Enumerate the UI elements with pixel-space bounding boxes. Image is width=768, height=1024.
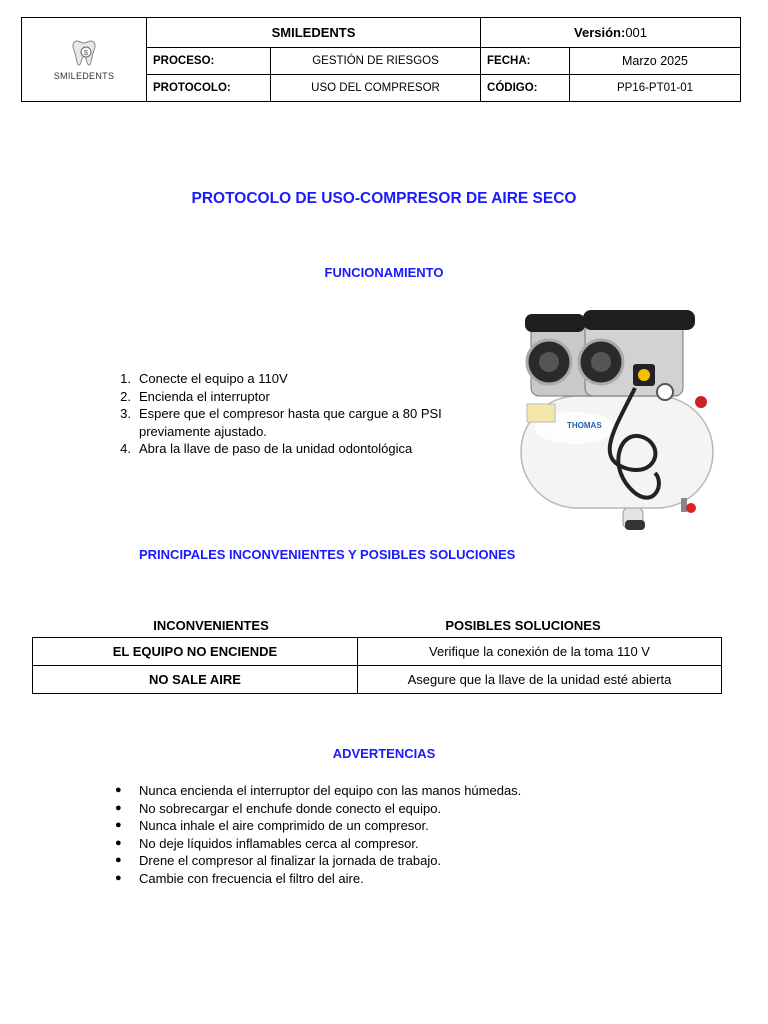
- problem-cell: NO SALE AIRE: [33, 666, 358, 694]
- warning-text: Cambie con frecuencia el filtro del aire.: [139, 870, 364, 886]
- issues-table: [32, 637, 722, 694]
- list-item: [113, 782, 673, 800]
- proceso-label: PROCESO:: [147, 48, 271, 75]
- svg-text:$: $: [84, 50, 88, 57]
- logo-cell: [22, 18, 147, 102]
- solution-cell: Verifique la conexión de la toma 110 V: [358, 638, 722, 666]
- fecha-label: FECHA:: [481, 48, 570, 75]
- list-item: [113, 370, 493, 388]
- list-item: [113, 870, 673, 888]
- bullet-icon: ●: [115, 836, 122, 849]
- step-text: Conecte el equipo a 110V: [139, 371, 288, 386]
- brand-label: THOMAS: [567, 421, 602, 430]
- air-compressor-image: [515, 308, 720, 533]
- protocolo-value: USO DEL COMPRESOR: [271, 75, 481, 102]
- version-cell: [481, 18, 741, 48]
- inconvenientes-heading: PRINCIPALES INCONVENIENTES Y POSIBLES SOLUCIONES: [139, 547, 516, 562]
- company-logo: [26, 38, 142, 81]
- table-row: [33, 666, 722, 694]
- steps-list: [113, 370, 493, 458]
- bullet-icon: ●: [115, 801, 122, 814]
- warning-text: Nunca encienda el interruptor del equipo con las manos húmedas.: [139, 783, 522, 798]
- list-item: [113, 405, 493, 440]
- step-text: Abra la llave de paso de la unidad odontológica: [139, 441, 413, 456]
- step-number: 4.: [120, 441, 131, 456]
- list-item: [113, 852, 673, 870]
- solution-cell: Asegure que la llave de la unidad esté abierta: [358, 666, 722, 694]
- warnings-list: [113, 782, 673, 888]
- company-name: SMILEDENTS: [147, 18, 481, 48]
- bullet-icon: ●: [115, 871, 122, 884]
- step-number: 3.: [120, 406, 131, 421]
- codigo-label: CÓDIGO:: [481, 75, 570, 102]
- bullet-icon: ●: [115, 854, 122, 867]
- bullet-icon: ●: [115, 819, 122, 832]
- proceso-value: GESTIÓN DE RIESGOS: [271, 48, 481, 75]
- warning-text: No sobrecargar el enchufe donde conecto el equipo.: [139, 800, 442, 816]
- list-item: [113, 817, 673, 835]
- advertencias-heading: ADVERTENCIAS: [332, 746, 436, 761]
- codigo-value: PP16-PT01-01: [570, 75, 741, 102]
- warning-text: Drene el compresor al finalizar la jornada de trabajo.: [139, 853, 442, 869]
- column-header-problems: INCONVENIENTES: [153, 618, 269, 633]
- list-item: [113, 835, 673, 853]
- warning-text: Nunca inhale el aire comprimido de un compresor.: [139, 818, 429, 834]
- protocolo-label: PROTOCOLO:: [147, 75, 271, 102]
- warning-text: No deje líquidos inflamables cerca al compresor.: [139, 835, 419, 851]
- fecha-value: Marzo 2025: [570, 48, 741, 75]
- list-item: [113, 800, 673, 818]
- column-header-solutions: POSIBLES SOLUCIONES: [445, 618, 601, 633]
- step-text: Encienda el interruptor: [139, 388, 270, 404]
- document-header-table: [21, 17, 741, 102]
- step-number: 1.: [120, 371, 131, 386]
- version-label: Versión:: [574, 25, 626, 40]
- list-item: [113, 388, 493, 406]
- tooth-logo-icon: [71, 38, 97, 68]
- table-row: [33, 638, 722, 666]
- funcionamiento-heading: FUNCIONAMIENTO: [324, 265, 444, 280]
- list-item: [113, 440, 493, 458]
- problem-cell: EL EQUIPO NO ENCIENDE: [33, 638, 358, 666]
- step-number: 2.: [120, 388, 131, 404]
- version-value: 001: [625, 25, 648, 40]
- bullet-icon: ●: [115, 784, 122, 796]
- logo-text: SMILEDENTS: [53, 71, 115, 81]
- document-title: PROTOCOLO DE USO-COMPRESOR DE AIRE SECO: [191, 190, 577, 207]
- step-text: Espere que el compresor hasta que cargue a 80 PSI previamente ajustado.: [139, 406, 442, 439]
